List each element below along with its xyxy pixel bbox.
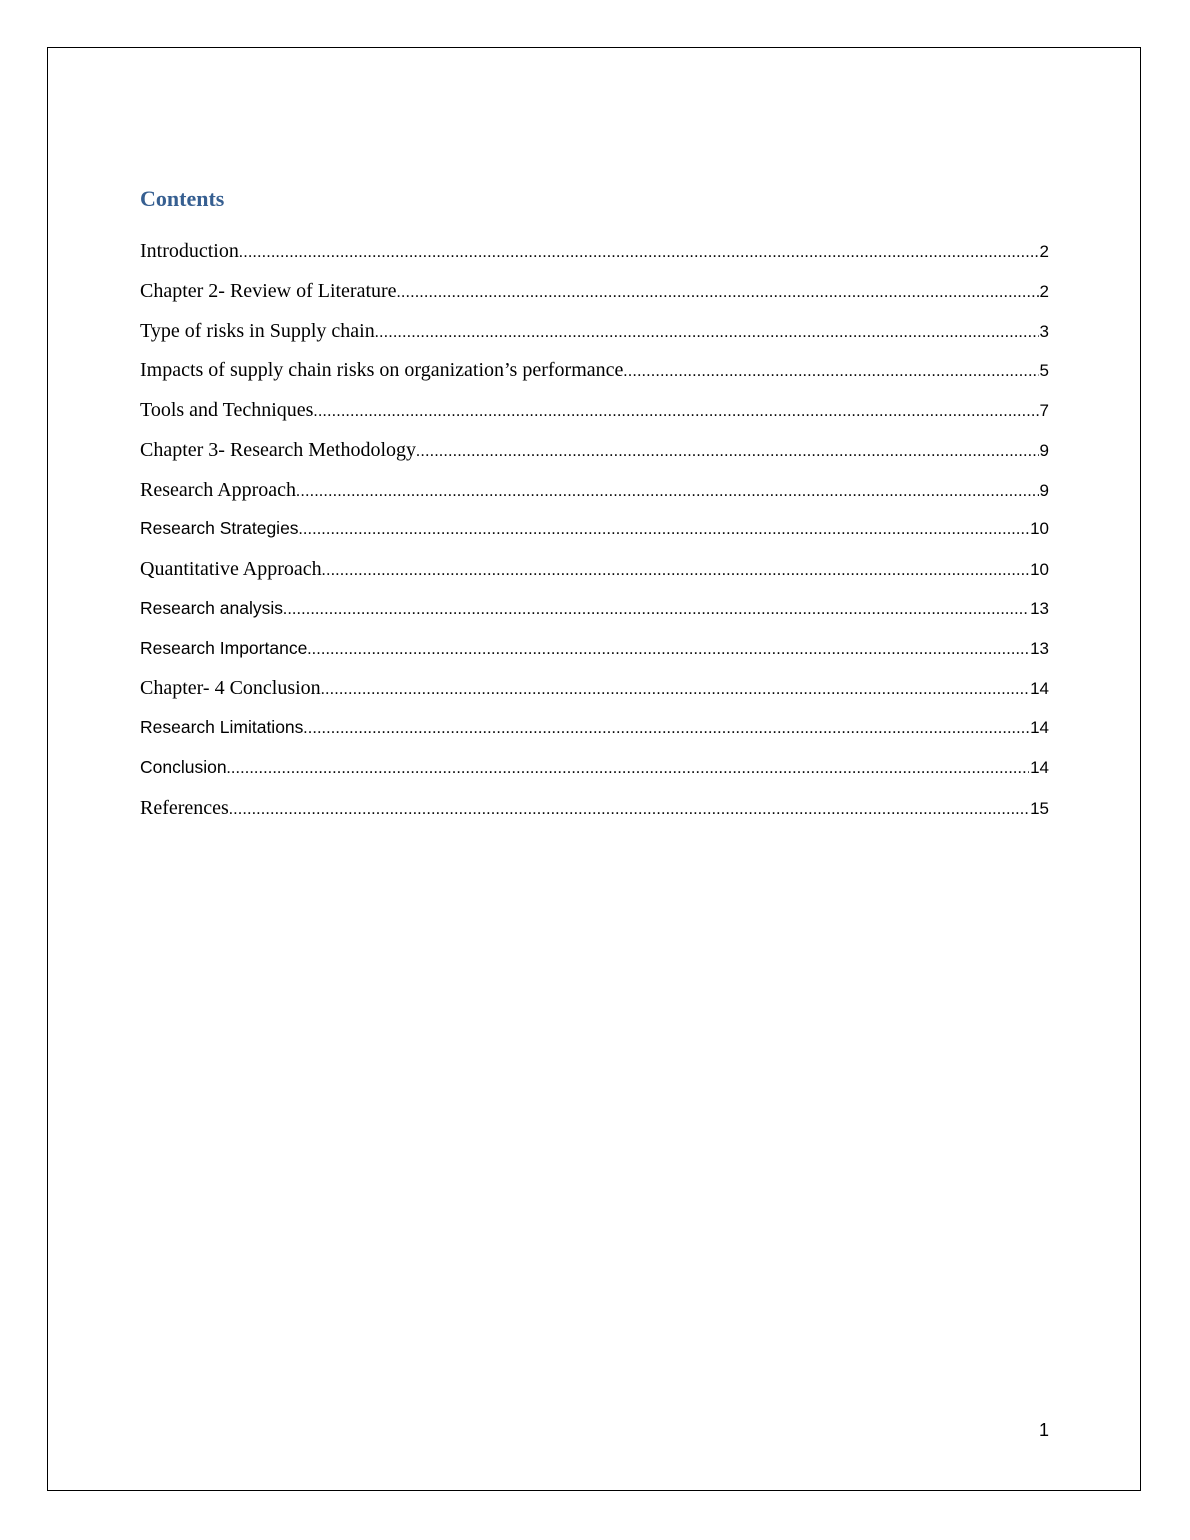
toc-entry-label: References	[140, 796, 229, 819]
toc-leader-dots	[239, 244, 1039, 262]
toc-entry-page: 15	[1030, 798, 1049, 818]
toc-leader-dots	[416, 443, 1038, 461]
toc-entry-label: Tools and Techniques	[140, 399, 314, 421]
toc-entry-label: Chapter 3- Research Methodology	[140, 438, 417, 461]
toc-entry-label: Introduction	[140, 240, 239, 262]
toc-leader-dots	[303, 720, 1029, 738]
toc-entry-label: Conclusion	[140, 756, 227, 777]
toc-entry-label: Type of risks in Supply chain	[140, 319, 375, 342]
toc-entry-label: Impacts of supply chain risks on organization’s performance	[140, 359, 624, 382]
toc-entry-page: 13	[1030, 598, 1049, 618]
toc-entry-label: Research Approach	[140, 478, 297, 501]
toc-entry-research-approach[interactable]	[140, 479, 1049, 519]
toc-entry-page: 14	[1030, 679, 1049, 699]
toc-entry-research-strategies[interactable]	[140, 518, 1049, 558]
table-of-contents	[140, 240, 1049, 836]
toc-entry-label: Research analysis	[140, 597, 283, 618]
toc-leader-dots	[375, 324, 1039, 342]
toc-leader-dots	[299, 521, 1030, 539]
toc-entry-label: Chapter 2- Review of Literature	[140, 279, 397, 302]
toc-entry-page: 3	[1039, 321, 1049, 341]
toc-entry-label: Research Strategies	[140, 518, 299, 539]
toc-entry-tools[interactable]	[140, 399, 1049, 439]
toc-entry-page: 14	[1030, 718, 1049, 737]
toc-entry-page: 10	[1030, 560, 1049, 579]
toc-entry-research-limitations[interactable]	[140, 717, 1049, 757]
toc-leader-dots	[322, 562, 1029, 580]
toc-entry-references[interactable]	[140, 797, 1049, 837]
toc-entry-page: 10	[1030, 519, 1049, 539]
toc-leader-dots	[229, 801, 1029, 819]
toc-leader-dots	[313, 403, 1038, 421]
toc-entry-label: Research Importance	[140, 637, 308, 658]
toc-entry-chapter-3[interactable]	[140, 439, 1049, 479]
toc-entry-quantitative-approach[interactable]	[140, 558, 1049, 598]
toc-entry-page: 2	[1039, 242, 1049, 261]
toc-entry-label: Chapter- 4 Conclusion	[140, 677, 321, 700]
toc-entry-conclusion[interactable]	[140, 757, 1049, 797]
toc-entry-page: 5	[1039, 361, 1049, 381]
toc-entry-label: Research Limitations	[140, 717, 304, 737]
toc-entry-chapter-4[interactable]	[140, 677, 1049, 717]
toc-entry-introduction[interactable]	[140, 240, 1049, 280]
toc-entry-page: 2	[1039, 281, 1049, 301]
toc-entry-research-importance[interactable]	[140, 638, 1049, 678]
toc-leader-dots	[623, 363, 1038, 381]
toc-leader-dots	[283, 601, 1029, 619]
toc-entry-label: Quantitative Approach	[140, 558, 322, 580]
toc-entry-page: 7	[1039, 401, 1049, 420]
toc-leader-dots	[296, 483, 1038, 501]
toc-leader-dots	[321, 681, 1029, 699]
toc-leader-dots	[307, 641, 1029, 659]
toc-entry-page: 13	[1030, 638, 1049, 658]
toc-entry-page: 9	[1039, 480, 1049, 500]
toc-leader-dots	[227, 760, 1030, 778]
contents-heading: Contents	[140, 186, 225, 211]
toc-entry-research-analysis[interactable]	[140, 598, 1049, 638]
page-number: 1	[1038, 1420, 1049, 1440]
toc-entry-page: 9	[1039, 440, 1049, 460]
toc-entry-page: 14	[1030, 757, 1049, 777]
toc-entry-impacts[interactable]	[140, 359, 1049, 399]
toc-leader-dots	[397, 284, 1039, 302]
toc-entry-chapter-2[interactable]	[140, 280, 1049, 320]
toc-entry-types-of-risks[interactable]	[140, 320, 1049, 360]
